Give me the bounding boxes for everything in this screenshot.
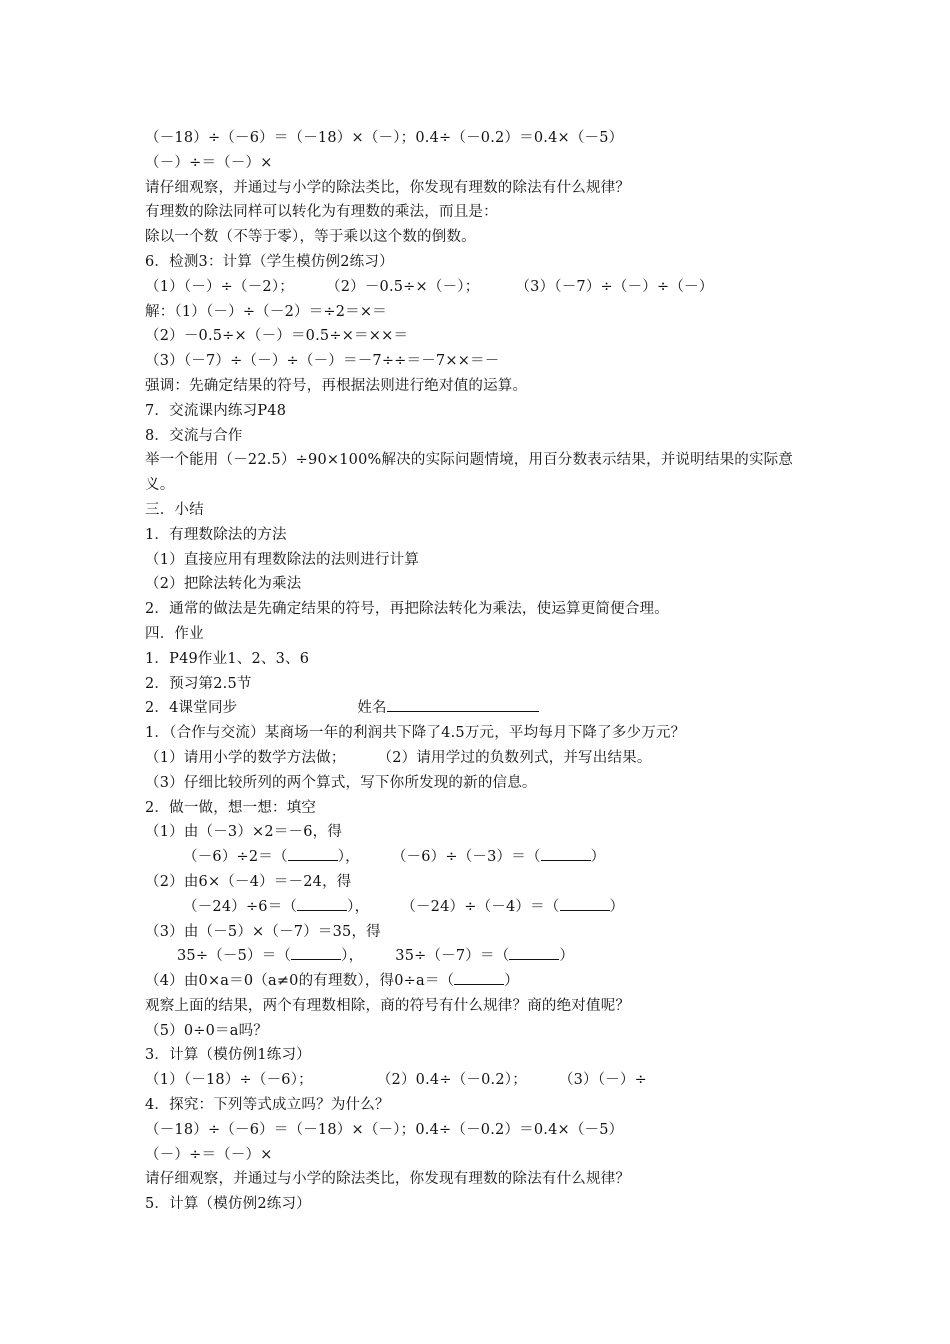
text-line: 2．通常的做法是先确定结果的符号，再把除法转化为乘法，使运算更简便合理。 <box>145 601 669 618</box>
blank-prefix: （－6）÷2＝（ <box>183 849 288 866</box>
text-line: 请仔细观察，并通过与小学的除法类比，你发现有理数的除法有什么规律？ <box>145 1171 631 1188</box>
answer-blank[interactable] <box>541 845 591 861</box>
blank-prefix: （－24）÷（－4）＝（ <box>401 898 560 915</box>
text-line: 2．预习第2.5节 <box>145 675 252 692</box>
text-line: 有理数的除法同样可以转化为有理数的乘法，而且是： <box>145 204 498 221</box>
answer-blank[interactable] <box>291 944 341 960</box>
section-heading: 四．作业 <box>145 625 204 642</box>
name-label: 姓名 <box>357 700 387 717</box>
text-line: （1）直接应用有理数除法的法则进行计算 <box>145 551 420 568</box>
blank-suffix: ） <box>609 898 625 915</box>
text-line: 7．交流课内练习P48 <box>145 402 287 419</box>
text-line: 解：（1）（－）÷（－2）＝÷2＝×＝ <box>145 303 387 320</box>
text-line: （1）由（－3）×2＝－6，得 <box>145 824 343 841</box>
text-line: 2．做一做，想一想：填空 <box>145 799 317 816</box>
text-line: 5．计算（模仿例2练习） <box>145 1196 311 1213</box>
worksheet-title: 2．4课堂同步 <box>145 700 238 717</box>
text-line: （－18）÷（－6）＝（－18）×（－）；0.4÷（－0.2）＝0.4×（－5） <box>145 130 624 146</box>
exercise-row <box>145 746 810 771</box>
fill-blank-row <box>145 944 810 969</box>
text-line: （－18）÷（－6）＝（－18）×（－）；0.4÷（－0.2）＝0.4×（－5） <box>145 1121 624 1138</box>
name-blank[interactable] <box>387 696 539 712</box>
answer-blank[interactable] <box>560 895 610 911</box>
text-line: 6．检测3：计算（学生模仿例2练习） <box>145 253 394 270</box>
text-line: 4．探究：下列等式成立吗？为什么？ <box>145 1097 390 1114</box>
exercise-item: （1）（－）÷（－2）； <box>145 278 294 295</box>
text-line: （2）把除法转化为乘法 <box>145 576 302 593</box>
text-line: 强调：先确定结果的符号，再根据法则进行绝对值的运算。 <box>145 377 528 394</box>
text-line: 3．计算（模仿例1练习） <box>145 1047 311 1064</box>
text-line: （2）－0.5÷×（－）＝0.5÷×＝××＝ <box>145 328 409 345</box>
text-paragraph: 举一个能用（－22.5）÷90×100%解决的实际问题情境，用百分数表示结果，并说明结果的实际意义。 <box>145 452 794 494</box>
exercise-row <box>145 1068 810 1093</box>
exercise-item: （1）（－18）÷（－6）； <box>145 1072 313 1089</box>
text-line: （2）由6×（－4）＝－24，得 <box>145 873 352 890</box>
blank-suffix: ）， <box>337 849 360 866</box>
fill-blank-row <box>145 845 810 870</box>
blank-prefix: （4）由0×a＝0（a≠0的有理数），得0÷a＝（ <box>145 973 455 990</box>
exercise-item: （2）请用学过的负数列式，并写出结果。 <box>377 749 652 766</box>
answer-blank[interactable] <box>454 969 504 985</box>
text-line: （3）（－7）÷（－）÷（－）＝－7÷÷＝－7××＝－ <box>145 353 500 370</box>
document-body <box>145 126 810 1217</box>
answer-blank[interactable] <box>297 895 347 911</box>
text-line: （3）由（－5）×（－7）＝35，得 <box>145 923 381 940</box>
blank-suffix: ） <box>559 948 575 965</box>
answer-blank[interactable] <box>509 944 559 960</box>
blank-suffix: ）， <box>341 948 364 965</box>
exercise-row <box>145 275 810 300</box>
exercise-item: （2）－0.5÷×（－）； <box>326 278 480 295</box>
blank-suffix: ）， <box>347 898 370 915</box>
blank-suffix: ） <box>504 973 519 990</box>
answer-blank[interactable] <box>288 845 338 861</box>
blank-prefix: 35÷（－7）＝（ <box>395 948 510 965</box>
text-line: （－）÷＝（－）× <box>145 154 273 171</box>
blank-suffix: ） <box>590 849 606 866</box>
text-line: 8．交流与合作 <box>145 427 243 444</box>
text-line: 观察上面的结果，两个有理数相除，商的符号有什么规律？商的绝对值呢？ <box>145 997 631 1014</box>
fill-blank-row <box>145 969 810 994</box>
exercise-item: （1）请用小学的数学方法做； <box>145 749 346 766</box>
blank-prefix: 35÷（－5）＝（ <box>177 948 292 965</box>
exercise-item: （3）（－）÷ <box>558 1072 647 1089</box>
blank-prefix: （－6）÷（－3）＝（ <box>391 849 541 866</box>
text-line: （－）÷＝（－）× <box>145 1146 273 1163</box>
text-line: （3）仔细比较所列的两个算式，写下你所发现的新的信息。 <box>145 774 537 791</box>
text-line: 除以一个数（不等于零），等于乘以这个数的倒数。 <box>145 229 476 246</box>
text-line: 1．P49作业1、2、3、6 <box>145 650 310 667</box>
exercise-item: （3）（－7）÷（－）÷（－） <box>515 278 714 295</box>
fill-blank-row <box>145 895 810 920</box>
section-heading: 三．小结 <box>145 501 204 518</box>
text-line: 1．（合作与交流）某商场一年的利润共下降了4.5万元，平均每月下降了多少万元？ <box>145 725 686 742</box>
text-line: 请仔细观察，并通过与小学的除法类比，你发现有理数的除法有什么规律？ <box>145 179 631 196</box>
text-line: 1．有理数除法的方法 <box>145 526 287 543</box>
exercise-item: （2）0.4÷（－0.2）； <box>376 1072 527 1089</box>
text-line: （5）0÷0＝a吗？ <box>145 1022 268 1039</box>
worksheet-header <box>145 696 810 721</box>
blank-prefix: （－24）÷6＝（ <box>183 898 298 915</box>
